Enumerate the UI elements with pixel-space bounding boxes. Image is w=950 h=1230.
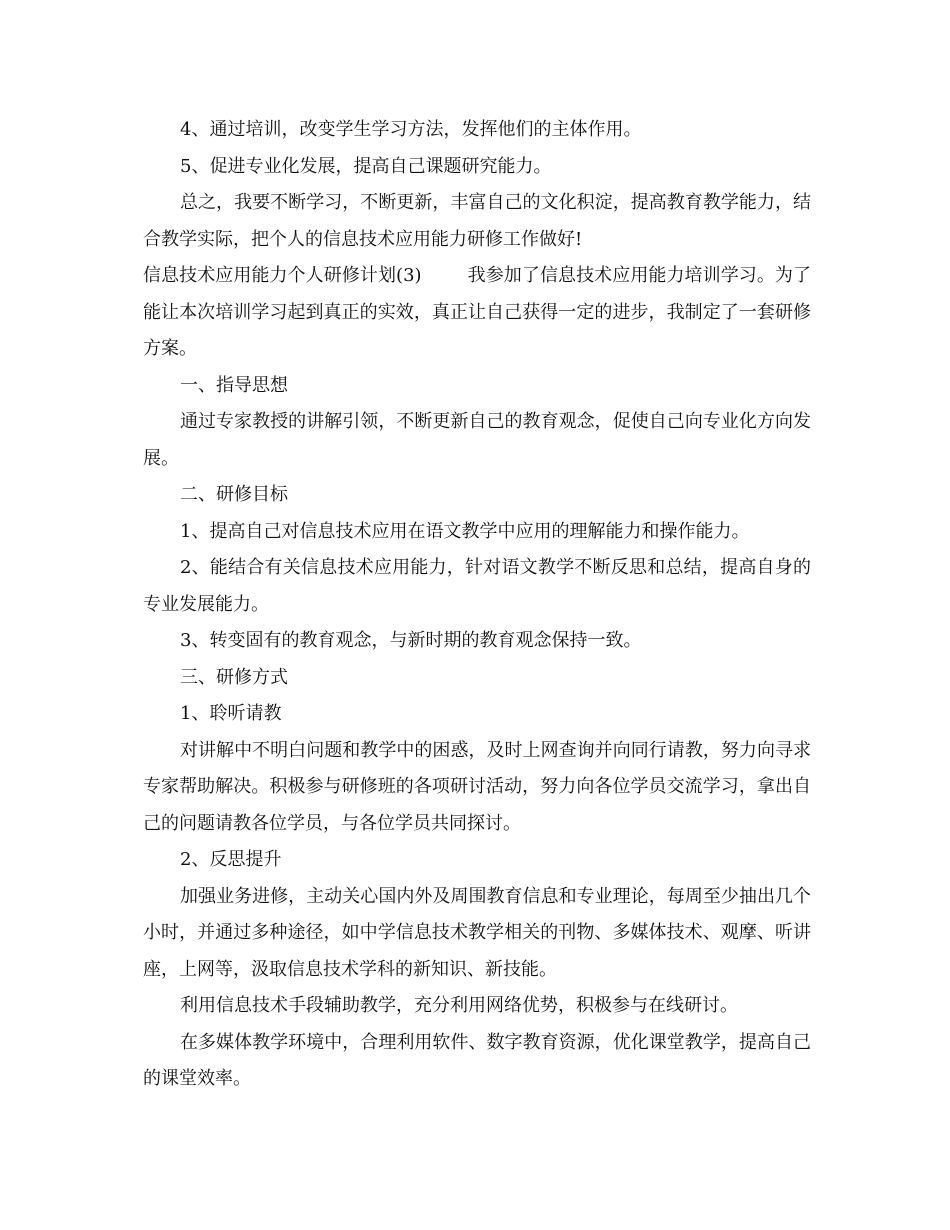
subheading: 2、反思提升 <box>180 849 282 870</box>
section-heading-paragraph <box>143 258 811 368</box>
subheading: 1、聆听请教 <box>180 703 282 724</box>
paragraph: 通过专家教授的讲解引领，不断更新自己的教育观念，促使自己向专业化方向发展。 <box>143 411 811 469</box>
heading-study-goals: 二、研修目标 <box>180 484 288 505</box>
document-body <box>143 112 811 1098</box>
section-intro: 我参加了信息技术应用能力培训学习。为了能让本次培训学习起到真正的实效，真正让自己获得一定的进步，我制定了一套研修方案。 <box>143 265 812 359</box>
heading-study-methods: 三、研修方式 <box>180 666 288 688</box>
paragraph: 在多媒体教学环境中，合理利用软件、数字教育资源，优化课堂教学，提高自己的课堂效率。 <box>143 1031 811 1089</box>
list-item: 2、能结合有关信息技术应用能力，针对语文教学不断反思和总结，提高自身的专业发展能力。 <box>143 557 811 615</box>
list-item: 3、转变固有的教育观念，与新时期的教育观念保持一致。 <box>180 630 642 651</box>
list-item: 1、提高自己对信息技术应用在语文教学中应用的理解能力和操作能力。 <box>180 520 750 542</box>
paragraph: 加强业务进修，主动关心国内外及周围教育信息和专业理论，每周至少抽出几个小时，并通过多种途径，如中学信息技术教学相关的刊物、多媒体技术、观摩、听讲座，上网等，汲取信息技术学科的新知识、新技能。 <box>143 885 811 980</box>
paragraph: 总之，我要不断学习，不断更新，丰富自己的文化积淀，提高教育教学能力，结合教学实际，把个人的信息技术应用能力研修工作做好! <box>143 192 811 250</box>
paragraph: 5、促进专业化发展，提高自己课题研究能力。 <box>180 155 552 177</box>
paragraph: 对讲解中不明白问题和教学中的困惑，及时上网查询并向同行请教，努力向寻求专家帮助解决。积极参与研修班的各项研讨活动，努力向各位学员交流学习，拿出自己的问题请教各位学员，与各位学员共同探讨。 <box>143 739 811 834</box>
paragraph: 利用信息技术手段辅助教学，充分利用网络优势，积极参与在线研讨。 <box>180 995 738 1016</box>
heading-guiding-thought: 一、指导思想 <box>180 374 288 396</box>
paragraph: 4、通过培训，改变学生学习方法，发挥他们的主体作用。 <box>180 119 642 140</box>
section-title: 信息技术应用能力个人研修计划(3) <box>143 265 422 286</box>
